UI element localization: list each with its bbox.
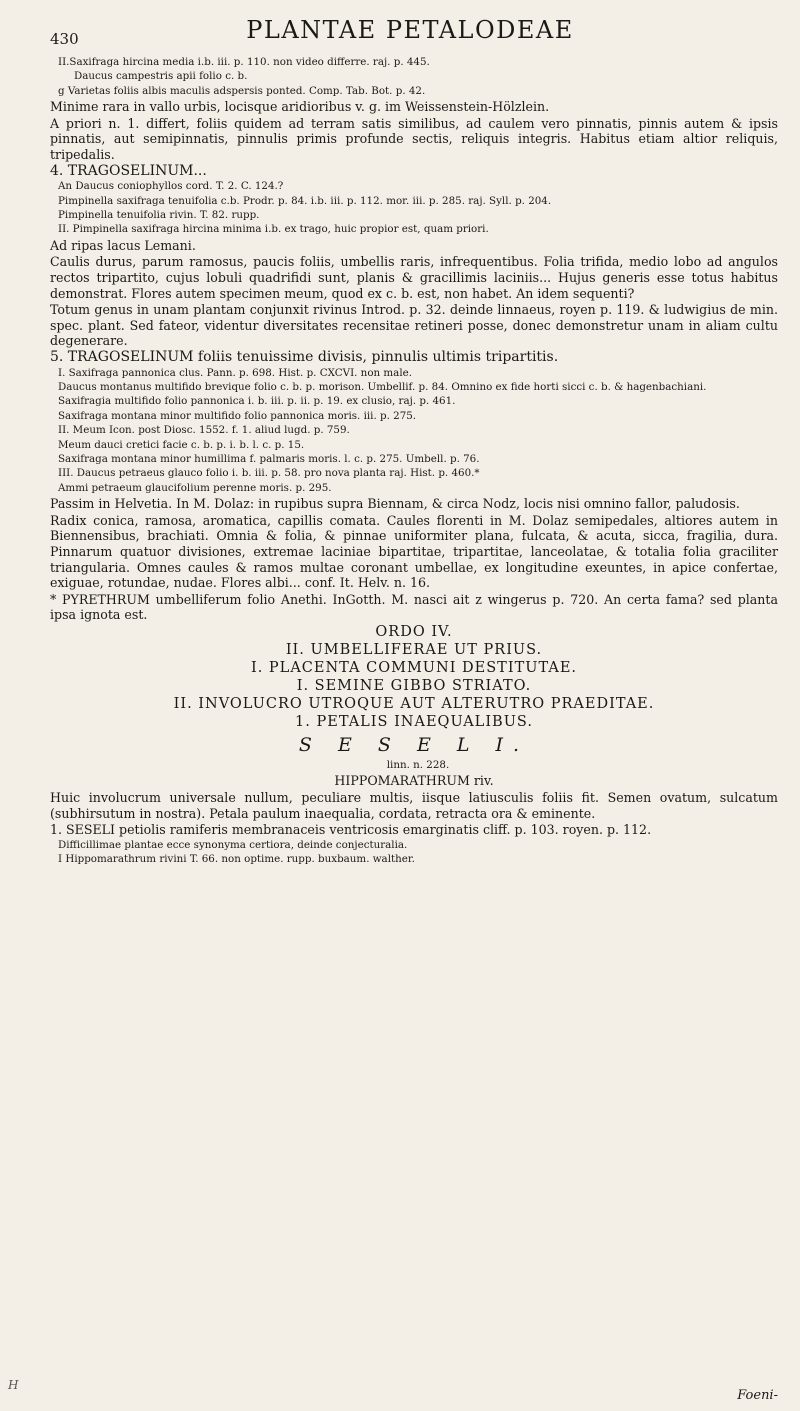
synonym-line: I Hippomarathrum rivini T. 66. non optime. rupp. buxbaum. walther.: [58, 853, 415, 866]
text-paragraph: * PYRETHRUM umbelliferum folio Anethi. InGotth. M. nasci ait z wingerus p. 720. An certa fama? sed planta ipsa ignota est.: [50, 591, 778, 623]
text-paragraph: 4. TRAGOSELINUM...: [50, 162, 207, 179]
synonym-line: Pimpinella tenuifolia rivin. T. 82. rupp.: [58, 209, 260, 221]
text-paragraph: Caulis durus, parum ramosus, paucis foliis, umbellis raris, infrequentibus. Folia trifida, medio lobo ad angulos rectos tripartito, cujus lobuli quadrifidi sunt, planis & gracillimis laciniis... Hujus generis esse totus habitus demonstrat. Flores autem specimen meum, quod ex c. b. est, non habet. An idem sequenti?: [50, 254, 778, 301]
section-heading: I. SEMINE GIBBO STRIATO.: [296, 677, 532, 694]
synonym-line: linn. n. 228.: [386, 758, 450, 771]
synonym-line: II. Meum Icon. post Diosc. 1552. f. 1. aliud lugd. p. 759.: [58, 424, 350, 437]
margin-note: H: [8, 1378, 19, 1392]
section-heading: II. UMBELLIFERAE UT PRIUS.: [285, 641, 543, 658]
text-paragraph: 1. SESELI petiolis ramiferis membranaceis ventricosis emarginatis cliff. p. 103. royen. p. 112.: [50, 822, 652, 838]
synonym-line: An Daucus coniophyllos cord. T. 2. C. 124.?: [58, 180, 284, 193]
catchword: Foeni-: [737, 1388, 778, 1403]
synonym-line: Saxifraga montana minor multifido folio pannonica moris. iii. p. 275.: [58, 409, 417, 422]
text-paragraph: Minime rara in vallo urbis, locisque aridioribus v. g. im Weissenstein-Hölzlein.: [50, 99, 550, 115]
text-paragraph: 5. TRAGOSELINUM foliis tenuissime divisis, pinnulis ultimis tripartitis.: [50, 348, 559, 365]
text-paragraph: S E S E L I.: [298, 733, 530, 756]
section-heading: ORDO IV.: [375, 623, 453, 640]
synonym-line: Saxifragia multifido folio pannonica i. b. iii. p. ii. p. 19. ex clusio, raj. p. 461.: [58, 395, 456, 408]
section-heading: II. INVOLUCRO UTROQUE AUT ALTERUTRO PRAEDITAE.: [173, 695, 655, 712]
synonym-line: Meum dauci cretici facie c. b. p. i. b. l. c. p. 15.: [58, 438, 305, 451]
synonym-line: Daucus campestris apii folio c. b.: [74, 70, 248, 83]
running-title: PLANTAE PETALODEAE: [246, 16, 574, 44]
synonym-line: g Varietas foliis albis maculis adspersis ponted. Comp. Tab. Bot. p. 42.: [58, 84, 426, 97]
synonym-line: III. Daucus petraeus glauco folio i. b. iii. p. 58. pro nova planta raj. Hist. p. 460.*: [58, 467, 480, 480]
synonym-line: Difficillimae plantae ecce synonyma certiora, deinde conjecturalia.: [58, 838, 408, 851]
synonym-line: Saxifraga montana minor humillima f. palmaris moris. l. c. p. 275. Umbell. p. 76.: [58, 453, 480, 465]
section-heading: 1. PETALIS INAEQUALIBUS.: [295, 713, 533, 730]
synonym-line: II.Saxifraga hircina media i.b. iii. p. 110. non video differre. raj. p. 445.: [58, 56, 430, 68]
synonym-line: II. Pimpinella saxifraga hircina minima i.b. ex trago, huic propior est, quam priori.: [58, 223, 489, 236]
text-paragraph: A priori n. 1. differt, foliis quidem ad terram satis similibus, ad caulem vero pinnatis, pinnis autem & ipsis pinnatis, aut semipinnatis, pinnulis primis profunde sectis, reliquis integris. Habitus etiam altior reliquis, tripedalis.: [50, 115, 778, 162]
text-paragraph: Ad ripas lacus Lemani.: [50, 237, 196, 253]
text-paragraph: HIPPOMARATHRUM riv.: [334, 773, 494, 789]
page-number: 430: [50, 30, 79, 48]
text-paragraph: Passim in Helvetia. In M. Dolaz: in rupibus supra Biennam, & circa Nodz, locis nisi omnino fallor, paludosis.: [50, 496, 740, 512]
page-header: [50, 16, 770, 50]
synonym-line: Pimpinella saxifraga tenuifolia c.b. Prodr. p. 84. i.b. iii. p. 112. mor. iii. p. 285. raj. Syll. p. 204.: [58, 194, 552, 207]
text-paragraph: Huic involucrum universale nullum, peculiare multis, iisque latiusculis foliis fit. Semen ovatum, sulcatum (subhirsutum in nostra). Petala paulum inaequalia, cordata, retracta ora & eminente.: [50, 789, 778, 821]
synonym-line: Ammi petraeum glaucifolium perenne moris. p. 295.: [58, 481, 332, 494]
section-heading: I. PLACENTA COMMUNI DESTITUTAE.: [250, 659, 578, 676]
text-paragraph: Totum genus in unam plantam conjunxit rivinus Introd. p. 32. deinde linnaeus, royen p. 119. & ludwigius de min. spec. plant. Sed fateor, videntur diversitates recensitae retineri posse, donec demonstretur unam in aliam cultu degenerare.: [50, 302, 778, 349]
text-paragraph: Radix conica, ramosa, aromatica, capillis comata. Caules florenti in M. Dolaz semipedales, altiores autem in Biennensibus, brachiati. Omnia & folia, & pinnae uniformiter plana, fulcata, & acuta, sicca, fragilia, dura. Pinnarum quatuor divisiones, extremae laciniae bipartitae, tripartitae, lanceolatae, & totalia folia graciliter triangularia. Omnes caules & ramos multae coronant umbellae, ex longitudine exeuntes, in apice confertae, exiguae, rotundae, nudae. Flores albi... conf. It. Helv. n. 16.: [50, 512, 778, 591]
synonym-line: I. Saxifraga pannonica clus. Pann. p. 698. Hist. p. CXCVI. non male.: [58, 366, 412, 379]
synonym-line: Daucus montanus multifido brevique folio c. b. p. morison. Umbellif. p. 84. Omnino ex fide horti sicci c. b. & hagenbachiani.: [58, 380, 707, 393]
text-body: [50, 56, 778, 868]
